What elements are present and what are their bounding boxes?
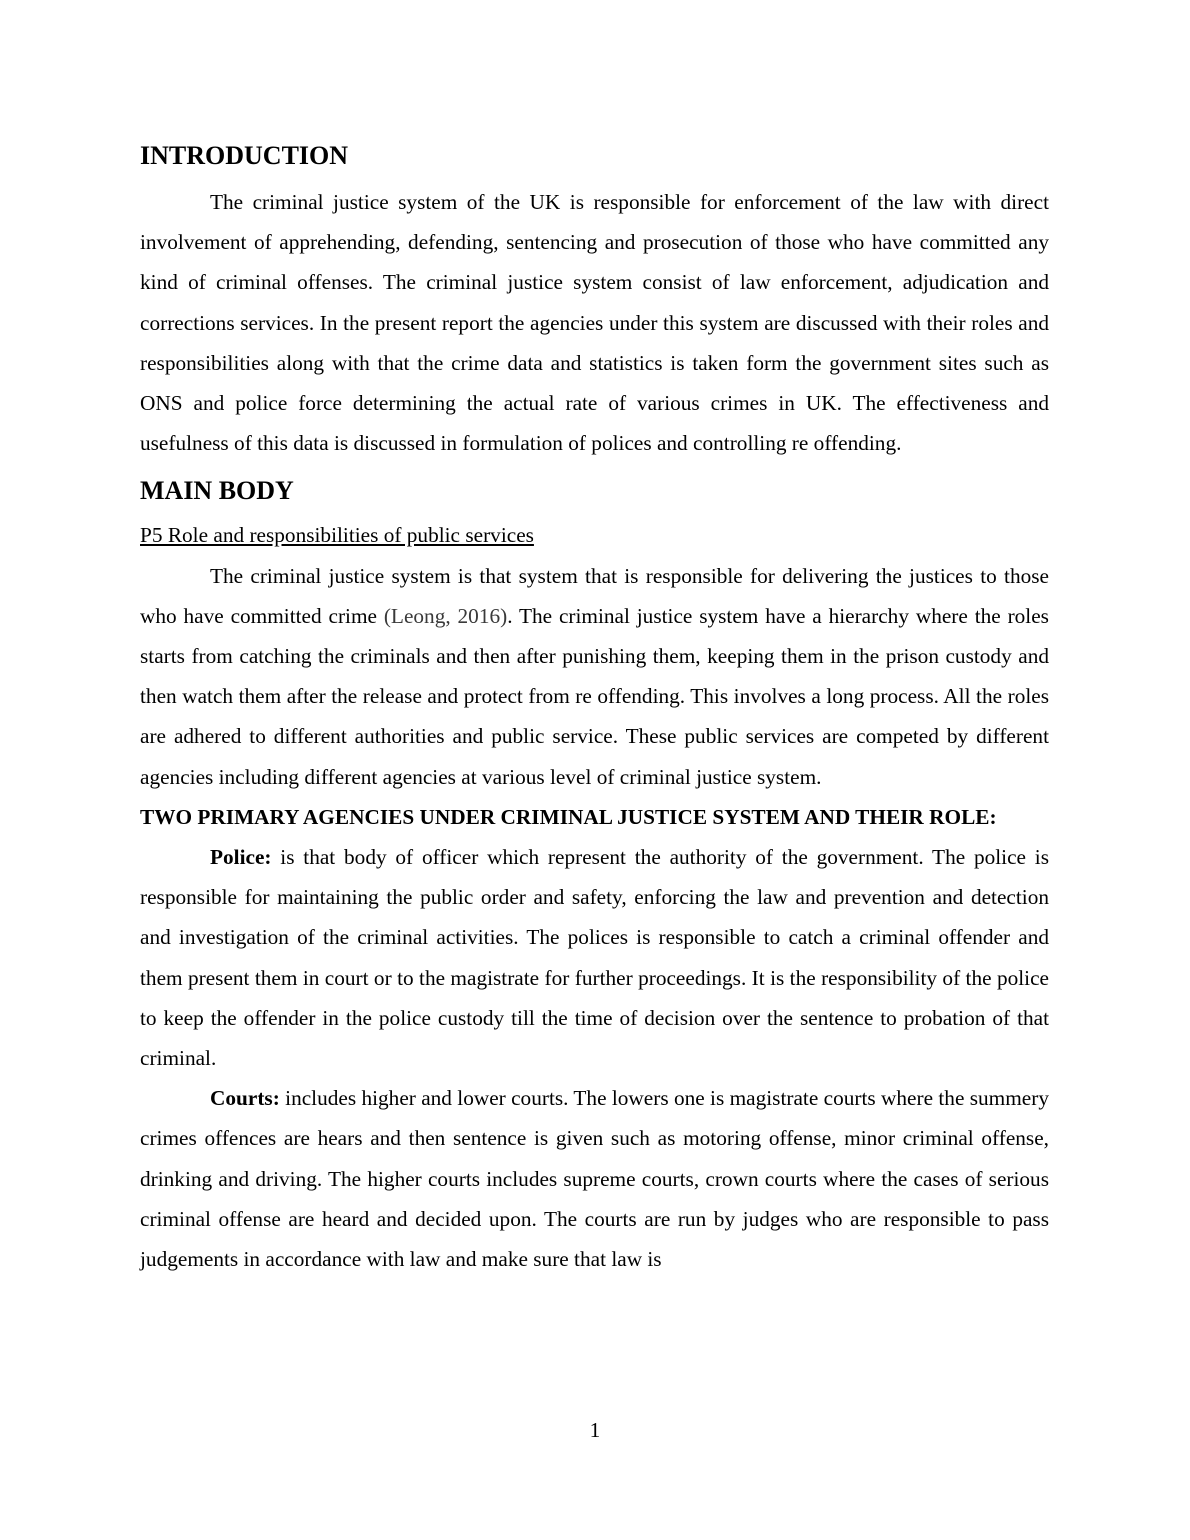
courts-description: includes higher and lower courts. The lowers one is magistrate courts where the summery crimes offences are hears and then sentence is given such as motoring offense, minor criminal offense, drinking and driving. The higher courts includes supreme courts, crown courts where the cases of serious criminal offense are heard and decided upon. The courts are run by judges who are responsible to pass judgements in accordance with law and make sure that law is <box>140 1086 1049 1272</box>
page-number: 1 <box>589 1418 601 1442</box>
paragraph-text-before-citation: The criminal justice system is that system that is responsible for delivering the justices to those who have committed crime <box>140 563 1049 628</box>
paragraph-text-after-citation: . The criminal justice system have a hierarchy where the roles starts from catching the criminals and then after punishing them, keeping them in the prison custody and then watch them after the release and protect from re offending. This involves a long process. All the roles are adhered to different authorities and public service. These public services are competed by different agencies including different agencies at various level of criminal justice system. <box>140 603 1049 789</box>
introduction-heading: INTRODUCTION <box>140 141 349 170</box>
main-body-heading: MAIN BODY <box>140 476 294 506</box>
criminal-justice-paragraph <box>140 556 1049 797</box>
agencies-heading: TWO PRIMARY AGENCIES UNDER CRIMINAL JUSTICE SYSTEM AND THEIR ROLE: <box>140 804 997 829</box>
document-page <box>140 138 1049 1279</box>
citation-leong-2016: (Leong, 2016) <box>383 603 508 628</box>
courts-paragraph <box>140 1078 1049 1279</box>
police-description: is that body of officer which represent the authority of the government. The police is responsible for maintaining the public order and safety, enforcing the law and prevention and detection and investigation of the criminal activities. The polices is responsible to catch a criminal offender and them present them in court or to the magistrate for further proceedings. It is the responsibility of the police to keep the offender in the police custody till the time of decision over the sentence to probation of that criminal. <box>140 845 1049 1071</box>
police-paragraph <box>140 837 1049 1078</box>
police-term: Police: <box>210 845 272 870</box>
p5-subheading: P5 Role and responsibilities of public services <box>140 523 534 548</box>
courts-term: Courts: <box>210 1086 280 1111</box>
introduction-paragraph: The criminal justice system of the UK is responsible for enforcement of the law with direct involvement of apprehending, defending, sentencing and prosecution of those who have committed any kind of criminal offenses. The criminal justice system consist of law enforcement, adjudication and corrections services. In the present report the agencies under this system are discussed with their roles and responsibilities along with that the crime data and statistics is taken form the government sites such as ONS and police force determining the actual rate of various crimes in UK. The effectiveness and usefulness of this data is discussed in formulation of polices and controlling re offending. <box>140 190 1049 456</box>
